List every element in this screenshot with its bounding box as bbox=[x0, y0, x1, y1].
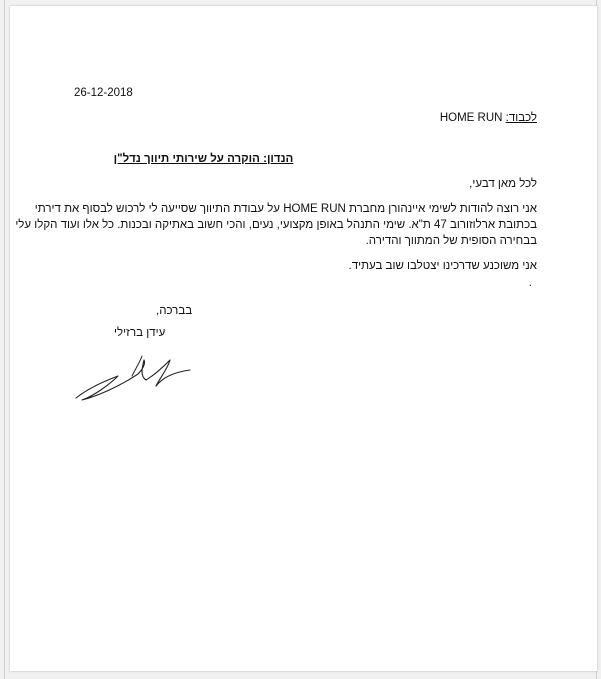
body-line-1: אני רוצה להודות לשימי איינהורן מחברת HOME RUN על עבודת התיווך שסייעה לי לרכוש לבסוף את דירתי bbox=[34, 203, 537, 215]
document-page bbox=[10, 6, 597, 671]
page-edge-left bbox=[4, 0, 5, 679]
stray-dot: . bbox=[528, 277, 532, 289]
letter-closing: אני משוכנע שדרכינו יצטלבו שוב בעתיד. bbox=[348, 260, 537, 272]
recipient-label: לכבוד: bbox=[505, 112, 537, 124]
letter-date: 26-12-2018 bbox=[74, 87, 133, 99]
signer-name: עידן ברזילי bbox=[114, 327, 166, 339]
letter-greeting: לכל מאן דבעי, bbox=[469, 178, 537, 190]
letter-blessing: בברכה, bbox=[156, 305, 193, 317]
letter-subject: הנדון: הוקרה על שירותי תיווך נדל"ן bbox=[113, 153, 294, 165]
body-line-3: בבחירה הסופית של המתווך והדירה. bbox=[365, 235, 537, 247]
handwritten-signature bbox=[72, 346, 192, 406]
recipient-name: HOME RUN bbox=[439, 112, 503, 124]
recipient-line bbox=[440, 113, 537, 125]
body-line-2: בכתובת ארלוזורוב 47 ת"א. שימי התנהל באופן מקצועי, נעים, והכי חשוב באתיקה ובכנות. כל אלו ועוד הקלו עלי bbox=[15, 219, 537, 231]
